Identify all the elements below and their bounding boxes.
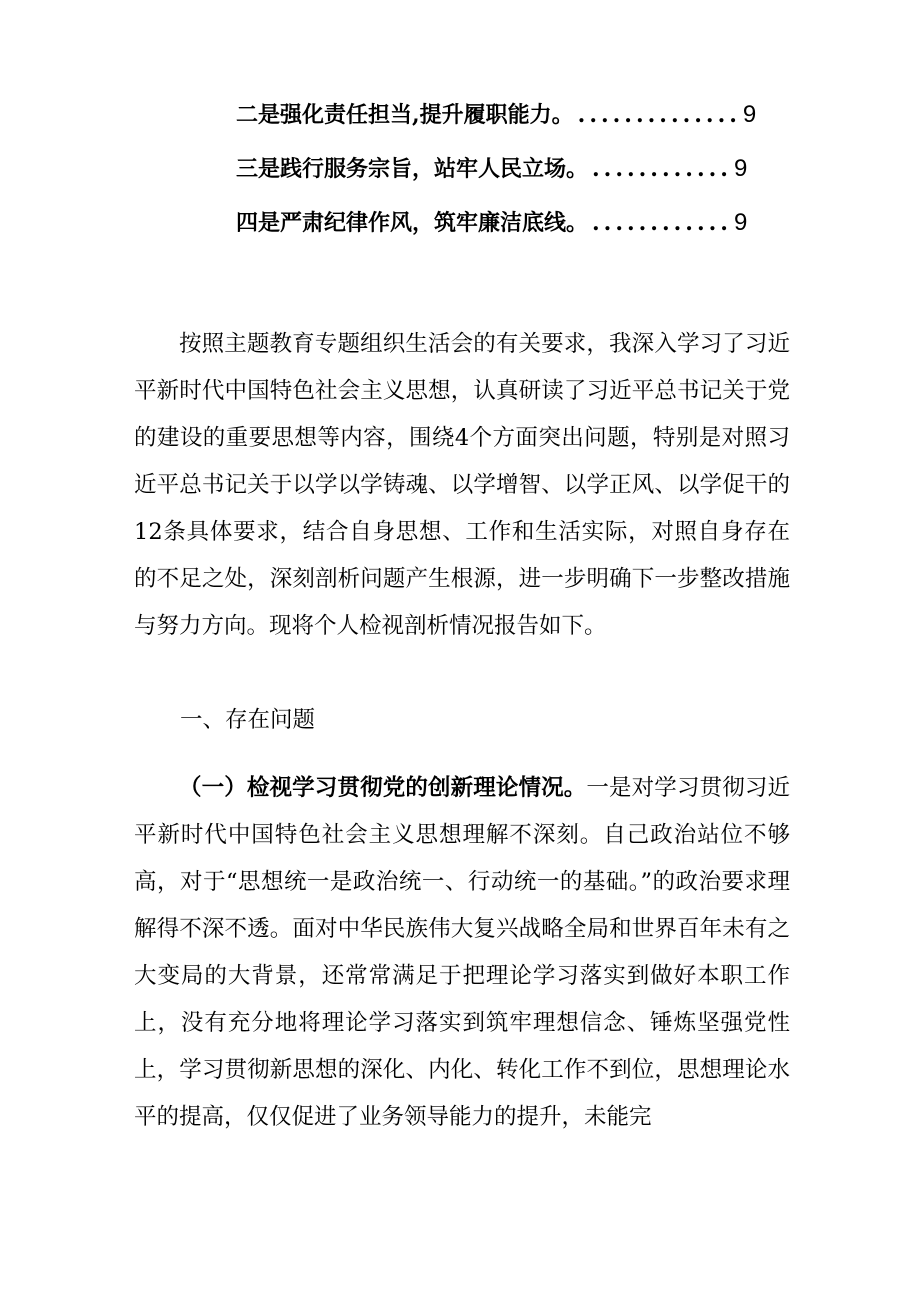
intro-paragraph: 按照主题教育专题组织生活会的有关要求，我深入学习了习近平新时代中国特色社会主义思想，认真研读了习近平总书记关于党的建设的重要思想等内容，围绕4个方面突出问题，特别是对照习近平总书记关于以学以学铸魂、以学增智、以学正风、以学促干的12条具体要求，结合自身思想、工作和生活实际，对照自身存在的不足之处，深刻剖析问题产生根源，进一步明确下一步整改措施与努力方向。现将个人检视剖析情况报告如下。 xyxy=(134,331,790,639)
toc-item-text: 四是严肃纪律作风，筑牢廉洁底线。 xyxy=(236,210,589,236)
toc-leader-dots: ............ xyxy=(592,156,732,182)
subsection-paragraph xyxy=(134,765,790,1141)
toc-item-text: 三是践行服务宗旨，站牢人民立场。 xyxy=(236,156,589,182)
toc-item-text: 二是强化责任担当,提升履职能力。 xyxy=(236,102,574,128)
section-heading: 一、存在问题 xyxy=(180,707,316,733)
toc-leader-dots: .............. xyxy=(577,102,741,128)
toc-leader-dots: ............ xyxy=(592,210,732,236)
table-of-contents xyxy=(236,98,776,260)
subsection-body: 一是对学习贯彻习近平新时代中国特色社会主义思想理解不深刻。自己政治站位不够高，对于“思想统一是政治统一、行动统一的基础。”的政治要求理解得不深不透。面对中华民族伟大复兴战略全局和世界百年未有之大变局的大背景，还常常满足于把理论学习落实到做好本职工作上，没有充分地将理论学习落实到筑牢理想信念、锤炼坚强党性上，学习贯彻新思想的深化、内化、转化工作不到位，思想理论水平的提高，仅仅促进了业务领导能力的提升，未能完 xyxy=(134,775,790,1130)
toc-item-3[interactable] xyxy=(236,152,776,206)
toc-item-2[interactable] xyxy=(236,98,776,152)
toc-page-number: 9 xyxy=(733,155,748,182)
subsection-lead: （一）检视学习贯彻党的创新理论情况。 xyxy=(179,775,587,801)
toc-page-number: 9 xyxy=(733,209,748,236)
toc-item-4[interactable] xyxy=(236,206,776,260)
toc-page-number: 9 xyxy=(742,101,757,128)
